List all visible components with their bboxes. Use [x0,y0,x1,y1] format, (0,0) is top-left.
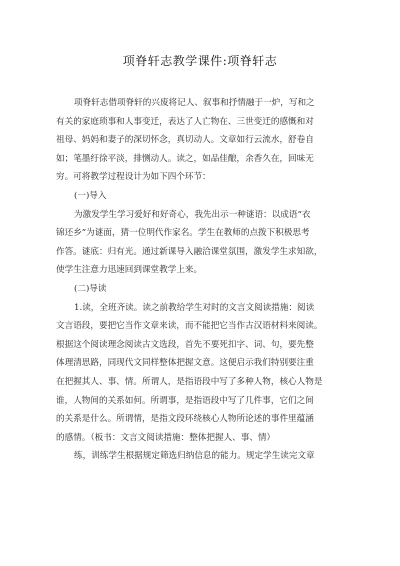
paragraph-line: 练，训练学生根据规定筛选归纳信息的能力。规定学生读完文章 [74,451,315,462]
paragraph-line: 根据这个阅读理念阅读古文选段，首先不要死扣字、词、句，要先整 [56,339,314,350]
paragraph-line: 穷。可将教学过程设计为如下四个环节： [56,172,211,183]
paragraph-line: 如；笔墨纡徐平淡，排恻动人。读之，如品佳酿，余香久在，回味无 [56,153,314,164]
paragraph-line: 有关的家庭琐事和人事变迁，表达了人亡物在、三世变迁的感慨和对 [56,116,314,127]
paragraph-line: 项脊轩志借项脊轩的兴废将记人、叙事和抒情融于一炉，写和之 [74,98,315,108]
paragraph-line: 为激发学生学习爱好和好奇心，我先出示一种谜语：以成语“衣 [74,209,311,220]
paragraph-line: 的感情。（板书：文言文阅读措施：整体把握人、事、情） [56,432,276,443]
paragraph-line: 体理清思路，同现代文同样整体把握文意。这便启示我们特别要注重 [56,358,314,369]
section-heading: (二)导读 [74,283,107,294]
paragraph-line: 锦还乡”为谜面，猜一位明代作家名。学生在教师的点拨下积极思考 [56,228,310,239]
paragraph-line: 谁，人物间的关系如何。所谓事，是指语段中写了几件事，它们之间 [56,395,314,406]
paragraph-line: 祖母、妈妈和妻子的深切怀念，真切动人。文章如行云流水，舒卷自 [56,135,314,146]
section-heading: (一)导入 [74,190,107,201]
page-title: 项脊轩志教学课件:项脊轩志 [122,54,278,68]
paragraph-line: 作答。谜底：归有光。通过新课导入融洽课堂氛围，激发学生求知欲， [56,246,323,257]
paragraph-line: 的关系是什么。所谓情，是指文段环绕核心人物所论述的事件里蕴涵 [56,414,314,425]
document-body [56,94,348,466]
paragraph-line: 文言语段，要把它当作文章来读，而不能把它当作古汉语材料来阅读。 [56,321,323,332]
paragraph-line: 使学生注意力迅速回到课堂教学上来。 [56,265,203,276]
paragraph-line: 1.读，全班齐读。读之前教给学生对时的文言文阅读措施：阅读 [74,302,315,313]
paragraph-line: 在把握其人、事、情。所谓人，是指语段中写了多种人物，核心人物是 [56,376,323,387]
